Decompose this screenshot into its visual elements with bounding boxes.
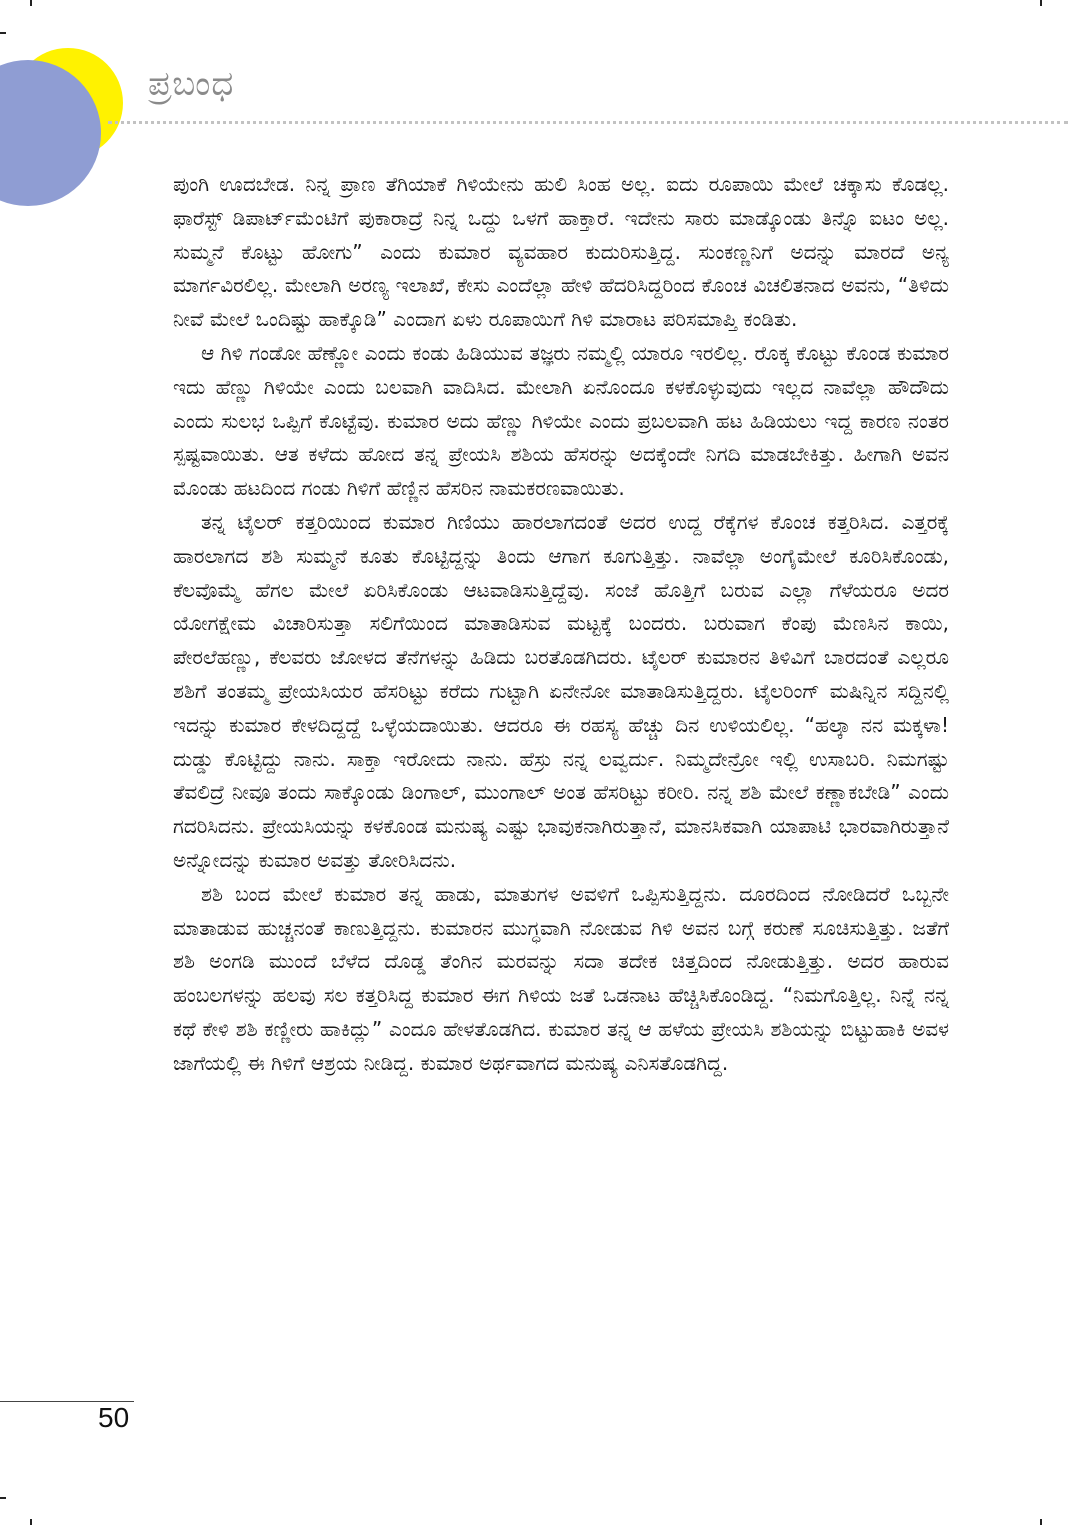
crop-mark-bottom-left-h — [0, 1497, 6, 1499]
decorative-circles — [0, 0, 160, 210]
paragraph: ಆ ಗಿಳಿ ಗಂಡೋ ಹೆಣ್ಣೋ ಎಂದು ಕಂಡು ಹಿಡಿಯುವ ತಜ್ಞರು ನಮ್ಮಲ್ಲಿ ಯಾರೂ ಇರಲಿಲ್ಲ. ರೊಕ್ಕ ಕೊಟ್ಟು ಕೊಂಡ ಕುಮಾರ ಇದು ಹೆಣ್ಣು ಗಿಳಿಯೇ ಎಂದು ಬಲವಾಗಿ ವಾದಿಸಿದ. ಮೇಲಾಗಿ ಏನೊಂದೂ ಕಳಕೊಳ್ಳುವುದು ಇಲ್ಲದ ನಾವೆಲ್ಲಾ ಹೌದೌದು ಎಂದು ಸುಲಭ ಒಪ್ಪಿಗೆ ಕೊಟ್ಟೆವು. ಕುಮಾರ ಅದು ಹೆಣ್ಣು ಗಿಳಿಯೇ ಎಂದು ಪ್ರಬಲವಾಗಿ ಹಟ ಹಿಡಿಯಲು ಇದ್ದ ಕಾರಣ ನಂತರ ಸ್ಪಷ್ಟವಾಯಿತು. ಆತ ಕಳೆದು ಹೋದ ತನ್ನ ಪ್ರೇಯಸಿ ಶಶಿಯ ಹೆಸರನ್ನು ಅದಕ್ಕೆಂದೇ ನಿಗದಿ ಮಾಡಬೇಕಿತ್ತು. ಹೀಗಾಗಿ ಅವನ ಮೊಂಡು ಹಟದಿಂದ ಗಂಡು ಗಿಳಿಗೆ ಹೆಣ್ಣಿನ ಹೆಸರಿನ ನಾಮಕರಣವಾಯಿತು. — [173, 340, 949, 501]
article-body — [173, 168, 949, 1081]
paragraph: ತನ್ನ ಟೈಲರ್ ಕತ್ತರಿಯಿಂದ ಕುಮಾರ ಗಿಣಿಯು ಹಾರಲಾಗದಂತೆ ಅದರ ಉದ್ದ ರೆಕ್ಕೆಗಳ ಕೊಂಚ ಕತ್ತರಿಸಿದ. ಎತ್ತರಕ್ಕೆ ಹಾರಲಾಗದ ಶಶಿ ಸುಮ್ಮನೆ ಕೂತು ಕೊಟ್ಟಿದ್ದನ್ನು ತಿಂದು ಆಗಾಗ ಕೂಗುತ್ತಿತ್ತು. ನಾವೆಲ್ಲಾ ಅಂಗೈಮೇಲೆ ಕೂರಿಸಿಕೊಂಡು, ಕೆಲವೊಮ್ಮೆ ಹೆಗಲ ಮೇಲೆ ಏರಿಸಿಕೊಂಡು ಆಟವಾಡಿಸುತ್ತಿದ್ದೆವು. ಸಂಜೆ ಹೊತ್ತಿಗೆ ಬರುವ ಎಲ್ಲಾ ಗೆಳೆಯರೂ ಅದರ ಯೋಗಕ್ಷೇಮ ವಿಚಾರಿಸುತ್ತಾ ಸಲಿಗೆಯಿಂದ ಮಾತಾಡಿಸುವ ಮಟ್ಟಕ್ಕೆ ಬಂದರು. ಬರುವಾಗ ಕೆಂಪು ಮೆಣಸಿನ ಕಾಯಿ, ಪೇರಲೆಹಣ್ಣು, ಕೆಲವರು ಜೋಳದ ತೆನೆಗಳನ್ನು ಹಿಡಿದು ಬರತೊಡಗಿದರು. ಟೈಲರ್ ಕುಮಾರನ ತಿಳಿವಿಗೆ ಬಾರದಂತೆ ಎಲ್ಲರೂ ಶಶಿಗೆ ತಂತಮ್ಮ ಪ್ರೇಯಸಿಯರ ಹೆಸರಿಟ್ಟು ಕರೆದು ಗುಟ್ಟಾಗಿ ಏನೇನೋ ಮಾತಾಡಿಸುತ್ತಿದ್ದರು. ಟೈಲರಿಂಗ್ ಮಷಿನ್ನಿನ ಸದ್ದಿನಲ್ಲಿ ಇದನ್ನು ಕುಮಾರ ಕೇಳದಿದ್ದದ್ದೆ ಒಳ್ಳೆಯದಾಯಿತು. ಆದರೂ ಈ ರಹಸ್ಯ ಹೆಚ್ಚು ದಿನ ಉಳಿಯಲಿಲ್ಲ. “ಹಲ್ಕಾ ನನ ಮಕ್ಕಳಾ! ದುಡ್ಡು ಕೊಟ್ಟಿದ್ದು ನಾನು. ಸಾಕ್ತಾ ಇರೋದು ನಾನು. ಹೆಸ್ರು ನನ್ನ ಲವ್ವರ್ದು. ನಿಮ್ಮದೇನ್ರೋ ಇಲ್ಲಿ ಉಸಾಬರಿ. ನಿಮಗಷ್ಟು ತೆವಲಿದ್ರೆ ನೀವೂ ತಂದು ಸಾಕ್ಕೊಂಡು ಡಿಂಗಾಲ್, ಮುಂಗಾಲ್ ಅಂತ ಹೆಸರಿಟ್ಟು ಕರೀರಿ. ನನ್ನ ಶಶಿ ಮೇಲೆ ಕಣ್ಣಾಕಬೇಡಿ” ಎಂದು ಗದರಿಸಿದನು. ಪ್ರೇಯಸಿಯನ್ನು ಕಳಕೊಂಡ ಮನುಷ್ಯ ಎಷ್ಟು ಭಾವುಕನಾಗಿರುತ್ತಾನೆ, ಮಾನಸಿಕವಾಗಿ ಯಾಪಾಟಿ ಭಾರವಾಗಿರುತ್ತಾನೆ ಅನ್ನೋದನ್ನು ಕುಮಾರ ಅವತ್ತು ತೋರಿಸಿದನು. — [173, 509, 949, 872]
paragraph: ಪುಂಗಿ ಊದಬೇಡ. ನಿನ್ನ ಪ್ರಾಣ ತೆಗಿಯಾಕೆ ಗಿಳಿಯೇನು ಹುಲಿ ಸಿಂಹ ಅಲ್ಲ. ಐದು ರೂಪಾಯಿ ಮೇಲೆ ಚಕ್ಕಾಸು ಕೊಡಲ್ಲ. ಫಾರೆಸ್ಟ್ ಡಿಪಾರ್ಟ್‌ಮೆಂಟಿಗೆ ಪುಕಾರಾದ್ರೆ ನಿನ್ನ ಒದ್ದು ಒಳಗೆ ಹಾಕ್ತಾರೆ. ಇದೇನು ಸಾರು ಮಾಡ್ಕೊಂಡು ತಿನ್ನೊ ಐಟಂ ಅಲ್ಲ. ಸುಮ್ಮನೆ ಕೊಟ್ಟು ಹೋಗು” ಎಂದು ಕುಮಾರ ವ್ಯವಹಾರ ಕುದುರಿಸುತ್ತಿದ್ದ. ಸುಂಕಣ್ಣನಿಗೆ ಅದನ್ನು ಮಾರದೆ ಅನ್ಯ ಮಾರ್ಗವಿರಲಿಲ್ಲ. ಮೇಲಾಗಿ ಅರಣ್ಯ ಇಲಾಖೆ, ಕೇಸು ಎಂದೆಲ್ಲಾ ಹೇಳಿ ಹೆದರಿಸಿದ್ದರಿಂದ ಕೊಂಚ ವಿಚಲಿತನಾದ ಅವನು, “ತಿಳಿದು ನೀವೆ ಮೇಲೆ ಒಂದಿಷ್ಟು ಹಾಕ್ಕೊಡಿ” ಎಂದಾಗ ಏಳು ರೂಪಾಯಿಗೆ ಗಿಳಿ ಮಾರಾಟ ಪರಿಸಮಾಪ್ತಿ ಕಂಡಿತು. — [173, 172, 949, 332]
dotted-divider — [108, 121, 1068, 124]
crop-mark-bottom-right — [1040, 1519, 1042, 1525]
crop-mark-top-right — [1040, 0, 1042, 6]
paragraph: ಶಶಿ ಬಂದ ಮೇಲೆ ಕುಮಾರ ತನ್ನ ಹಾಡು, ಮಾತುಗಳ ಅವಳಿಗೆ ಒಪ್ಪಿಸುತ್ತಿದ್ದನು. ದೂರದಿಂದ ನೋಡಿದರೆ ಒಬ್ಬನೇ ಮಾತಾಡುವ ಹುಚ್ಚನಂತೆ ಕಾಣುತ್ತಿದ್ದನು. ಕುಮಾರನ ಮುಗ್ಧವಾಗಿ ನೋಡುವ ಗಿಳಿ ಅವನ ಬಗ್ಗೆ ಕರುಣೆ ಸೂಚಿಸುತ್ತಿತ್ತು. ಜತೆಗೆ ಶಶಿ ಅಂಗಡಿ ಮುಂದೆ ಬೆಳೆದ ದೊಡ್ಡ ತೆಂಗಿನ ಮರವನ್ನು ಸದಾ ತದೇಕ ಚಿತ್ತದಿಂದ ನೋಡುತ್ತಿತ್ತು. ಅದರ ಹಾರುವ ಹಂಬಲಗಳನ್ನು ಹಲವು ಸಲ ಕತ್ತರಿಸಿದ್ದ ಕುಮಾರ ಈಗ ಗಿಳಿಯ ಜತೆ ಒಡನಾಟ ಹೆಚ್ಚಿಸಿಕೊಂಡಿದ್ದ. “ನಿಮಗೊತ್ತಿಲ್ಲ. ನಿನ್ನೆ ನನ್ನ ಕಥೆ ಕೇಳಿ ಶಶಿ ಕಣ್ಣೀರು ಹಾಕಿದ್ಲು” ಎಂದೂ ಹೇಳತೊಡಗಿದ. ಕುಮಾರ ತನ್ನ ಆ ಹಳೆಯ ಪ್ರೇಯಸಿ ಶಶಿಯನ್ನು ಬಿಟ್ಟುಹಾಕಿ ಅವಳ ಜಾಗೆಯಲ್ಲಿ ಈ ಗಿಳಿಗೆ ಆಶ್ರಯ ನೀಡಿದ್ದ. ಕುಮಾರ ಅರ್ಥವಾಗದ ಮನುಷ್ಯ ಎನಿಸತೊಡಗಿದ್ದ. — [173, 881, 949, 1075]
crop-mark-bottom-left — [30, 1519, 32, 1525]
section-title: ಪ್ರಬಂಧ — [148, 64, 235, 104]
page-number: 50 — [98, 1402, 130, 1433]
